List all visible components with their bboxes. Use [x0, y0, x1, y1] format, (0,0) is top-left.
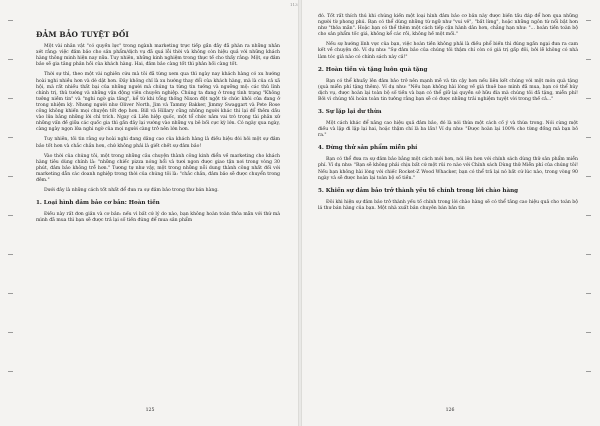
top-mark: 113: [290, 2, 298, 7]
paragraph: Nếu sự hướng lĩnh vực của bạn, việc hoàn tiền không phải là điều phổ biến thì đúng ngần ngại đưa ra cam kết về chuyện đó. Ví dụ như: "Sự đảm bảo của chúng tôi thậm chí còn có giá trị gấp đôi, bởi lẽ không có nhà làm tóc giả nào có chính sách này cả!": [318, 42, 578, 60]
page-number-left: 125: [145, 407, 155, 413]
paragraph: Tuy nhiên, tôi tin rằng sự hoài nghi đang dâng cao của khách hàng là điều hiệu đòi hỏi một sự đảm bảo tốt hơn và chắc chắn hơn, chứ không phải là giết chết sự đảm bảo!: [36, 137, 280, 149]
paragraph: Bạn có thể khuấy lên đảm bảo trở nên mạnh mẽ và tin cậy hơn nếu liên kết chúng với một món quà tặng (quà miễn phí tặng thêm). Ví dụ như: "Nếu bạn không hài lòng về giá thuê bao mình đã mua, bạn có thể hủy dịch vụ, được hoàn lại toàn bộ số tiền và bạn có thể giữ lại quyền sở hữu đĩa mà chúng tôi đã tặng, miễn phí! Bởi vì chúng tôi hoàn toàn tin tưởng rằng bạn sẽ có được những trải nghiệm tuyệt vời trong thế cả...": [318, 78, 578, 102]
paragraph: Một cách khác để nâng cao hiệu quả đảm bảo, đó là nói thừa một cách cố ý và thừa trong. Nói cùng một điều và lặp đi lặp lại hai, hoặc thậm chí là ba lần! Ví dụ như: "Được hoàn lại 100% cho từng đồng mà bạn bỏ ra.": [318, 121, 578, 139]
paragraph: Vào thời của chúng tôi, một trong những câu chuyện thành công kinh điển về marketing cho khách hàng tiêu dùng chính là: "những chiếc pizza nóng hổi và tươi ngon được giao tận nơi trong vòng 30 phút, đảm bảo không trễ hơn." Tương tự như vậy, một trong những nỗi dung thành công nhất đối với marketing dẫn các doanh nghiệp trong thời của chúng tôi là: "chắc chắn, đảm bảo sẽ được chuyển trong đêm.": [36, 153, 280, 183]
section-heading-1: 1. Loại hình đảm bảo cơ bản: Hoàn tiền: [36, 200, 160, 207]
paragraph: Dưới đây là những cách tốt nhất để đưa ra sự đảm bảo trong thư bán hàng.: [44, 188, 219, 194]
paragraph: Điều này rất đơn giản và cơ bản: nếu vì bất cứ lý do nào, bạn không hoàn toàn thỏa mãn với thứ mà mình đã mua thì bạn sẽ được trả lại số tiền đúng để mua sản phẩm: [36, 212, 280, 224]
section-heading-2: 2. Hoàn tiền và tặng luôn quà tặng: [318, 66, 428, 73]
section-heading-4: 4. Đừng thử sản phẩm miễn phí: [318, 145, 418, 152]
section-heading-5: 5. Khiến sự đảm bảo trở thành yếu tố chính trong lời chào hàng: [318, 187, 519, 194]
page-number-right: 126: [445, 407, 455, 413]
chapter-title: ĐẢM BẢO TUYỆT ĐỐI: [36, 30, 129, 39]
paragraph: đó. Tốt rất thích thú khi chúng kiến một loại hình đảm bảo cơ bản này được biến tấu đáp để hơn qua những người từ phong phú. Bạn có thể dùng những từ ngữ như "vui vẻ", "bất lừng", hoặc những ngôn từ nổi bật hơn như "thỏa mãn". Hoặc bạn có thể thêm một cách tiếp cận hành dân hơn, chẳng hạn như: "... hoàn tiền toàn bộ cho sản phẩm tốc giá, không kể các rồi, không hề một mối.": [318, 14, 578, 38]
right-margin-marks: [586, 20, 592, 400]
paragraph: Thời sự thì, theo một vài nghiên cứu mà tôi đã từng xem qua thì ngày nay khách hàng có xu hướng hoài nghi nhiều hơn và dè dặt hơn. Đây không chỉ là xu hướng thay đổi của khách hàng, mà là của cả xã hội, mà rất nhiều thất bại của những người mà chúng ta từng tin tưởng và ngưỡng mộ: các thủ lĩnh chính trị, thủ tướng và những vận động viên chuyên nghiệp. Chúng ta đang ở trong tình trạng "Không tưởng niềm tin" và "nghi ngờ gia tăng", kể từ khi tổng thống Nixon đột ngột từ chức khỏi cửa đang ở trong nhiệm kỳ. Nhưng người như Oliver North, Jim và Tammy Bakker, Jimmy Swaggart và Pete Rose công không khiến mọi chuyện tốt đẹp hơn. Bill và Hillary cũng những người khác thì lại đổ thêm dầu vào lửa bằng những lời chỉ trích. Ngay cả Liên hiệp quốc, một tổ chức nằm vai trò trọng tài phân xử những vấn đề giữa các quốc gia thì gần đây lại vướng vào những vụ bê bối cực kỳ lớn. Có ngày qua ngày, càng ngày ngọn lửa nghi ngờ của mọi người càng trở nên lớn hơn.: [36, 72, 280, 133]
paragraph: Đôi khi hiện sự đảm bảo trở thành yếu tố chính trong lời chào hàng sẽ có thể tăng cao hiệu quả cho toàn bộ lá thư bán hàng của bạn. Một nhà xuất bản chuyên bán bản tin: [318, 199, 578, 211]
paragraph: Một vài nhân vật "có quyền lực" trong ngành marketing trực tiếp gần đây đã phàn ra những nhân xét rằng: việc đảm bảo cho sản phẩm/dịch vụ đã quá lỗi thời và không còn hiệu quả với những khách hàng thông minh hiện nay nữa. Tuy nhiên, những kinh nghiệm trong thực tế cho thấy rằng: Một, sự đảm bảo sẽ gia tăng phản hồi của khách hàng. Hai, đảm bảo càng tốt thì phản hồi càng tốt.: [36, 44, 280, 68]
right-page: [300, 0, 600, 426]
paragraph: Bạn có thể đưa ra sự đảm bảo bằng một cách mới hơn, nói lên hơn với chính sách dùng thử sản phẩm miễn phí. Ví dụ như: "Bạn sẽ không phải chịu bất cứ một rủi ro nào với Chính sách Dùng thử Miễn phí của chúng tôi! Nếu bạn không hài lòng với chiếc Rocket-Z Wood Whacker, bạn có thể trả lại nó bất cứ lúc nào, trong vòng 90 ngày và sẽ được hoàn lại toàn bộ số tiền.": [318, 157, 578, 181]
section-heading-3: 3. Sự lặp lại dư thừa: [318, 109, 382, 116]
